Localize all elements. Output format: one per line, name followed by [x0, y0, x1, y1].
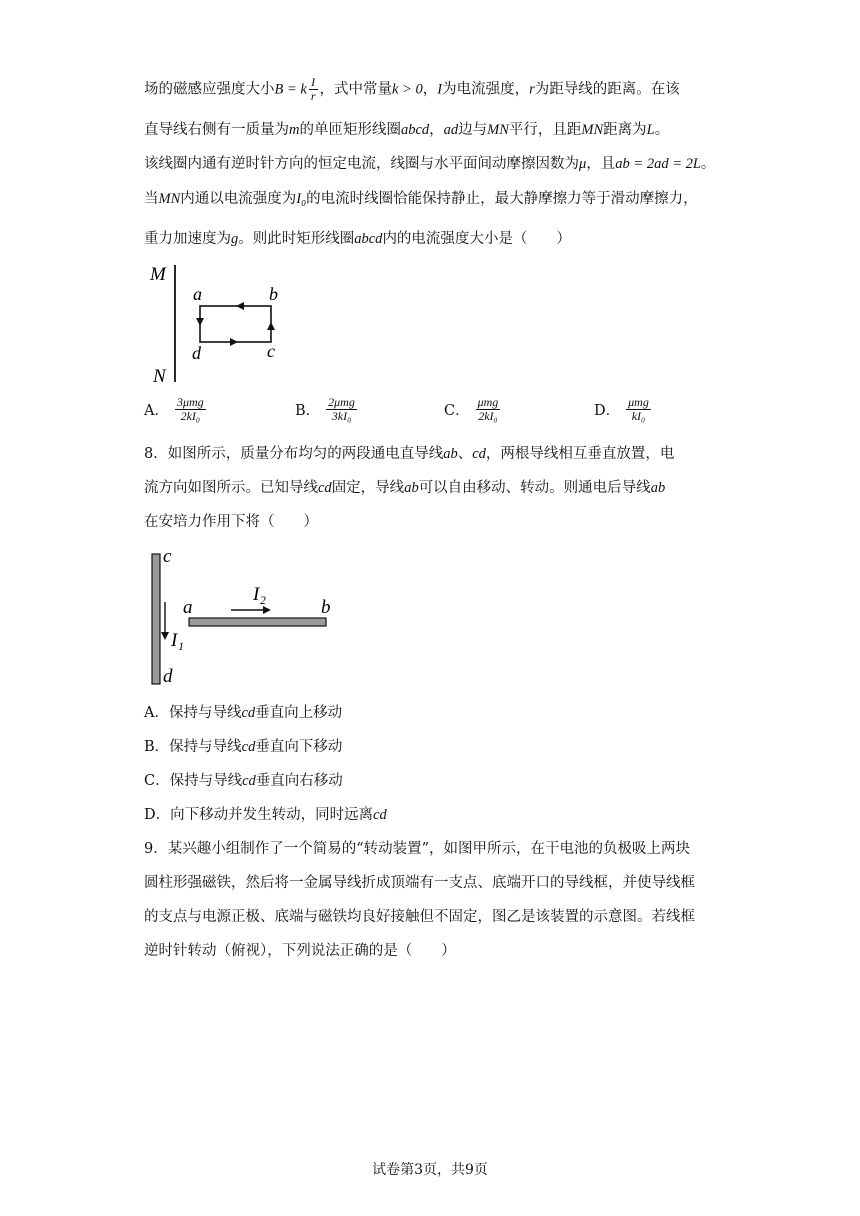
q7-line-5: 重力加速度为g。则此时矩形线圈abcd内的电流强度大小是（ ）	[144, 231, 571, 247]
q7-line-2: 直导线右侧有一质量为m的单匝矩形线圈abcd，ad边与MN平行，且距MN距离为L。	[144, 122, 670, 138]
wire-cd	[152, 554, 160, 684]
arrow-right-icon	[263, 606, 271, 614]
q8-line-3: 在安培力作用下将（ ）	[144, 514, 318, 530]
q9-line-4: 逆时针转动（俯视），下列说法正确的是（ ）	[144, 943, 456, 959]
q7-option-c[interactable]: C． $\frac{\text{μmg}}{\text{2kI₀}}$	[444, 395, 499, 423]
label-i2: I₂	[253, 584, 266, 605]
label-d: d	[163, 666, 173, 687]
q8-line-2: 流方向如图所示。已知导线cd固定，导线ab可以自由移动、转动。则通电后导线ab	[144, 480, 666, 496]
arrow-left-icon	[236, 302, 244, 310]
label-a: a	[183, 597, 193, 618]
arrow-down-icon	[161, 632, 169, 640]
label-c: c	[267, 341, 275, 361]
label-b: b	[269, 284, 278, 304]
page-footer: 试卷第3页，共9页	[372, 1162, 488, 1178]
wire-ab	[189, 618, 326, 626]
q8-option-b[interactable]: B．保持与导线cd垂直向下移动	[144, 739, 343, 755]
q9-line-3: 的支点与电源正极、底端与磁铁均良好接触但不固定，图乙是该装置的示意图。若线框	[144, 909, 695, 925]
label-d: d	[192, 343, 201, 363]
label-a: a	[193, 284, 202, 304]
arrow-up-icon	[267, 322, 275, 330]
q7-option-a[interactable]: A． $\frac{\text{3μmg}}{\text{2kI₀}}$	[144, 395, 204, 423]
q8-option-a[interactable]: A．保持与导线cd垂直向上移动	[144, 705, 343, 721]
label-m: M	[150, 264, 166, 285]
q7-line-3: 该线圈内通有逆时针方向的恒定电流，线圈与水平面间动摩擦因数为μ，且ab = 2ad = 2L。	[144, 156, 716, 172]
q7-wire-loop-figure	[145, 260, 295, 390]
q8-option-c[interactable]: C．保持与导线cd垂直向右移动	[144, 773, 343, 789]
q7-line-1: 场的磁感应强度大小B = k $\frac{I}{r}$ ，式中常量k > 0，I为电流强度，r为距导线的距离。在该	[144, 75, 680, 103]
q7-option-b[interactable]: B． $\frac{\text{2μmg}}{\text{3kI₀}}$	[295, 395, 355, 423]
arrow-down-icon	[196, 318, 204, 326]
label-n: N	[153, 366, 166, 387]
q9-line-2: 圆柱形强磁铁，然后将一金属导线折成顶端有一支点、底端开口的导线框，并使导线框	[144, 875, 695, 891]
q8-option-d[interactable]: D．向下移动并发生转动，同时远离cd	[144, 807, 387, 823]
q7-option-d[interactable]: D． $\frac{\text{μmg}}{\text{kI₀}}$	[594, 395, 649, 423]
b-formula-fraction: $\frac{I}{r}$	[310, 75, 316, 103]
rectangular-loop	[200, 306, 271, 342]
q7-line-4: 当MN内通以电流强度为I₀的电流时线圈恰能保持静止，最大静摩擦力等于滑动摩擦力，	[144, 191, 698, 207]
q8-two-wires-figure	[145, 546, 345, 690]
label-b: b	[321, 597, 331, 618]
q9-line-1: 9．某兴趣小组制作了一个简易的“转动装置”，如图甲所示，在干电池的负极吸上两块	[144, 841, 691, 857]
label-i1: I₁	[171, 630, 184, 651]
q8-line-1: 8．如图所示，质量分布均匀的两段通电直导线ab、cd，两根导线相互垂直放置，电	[144, 446, 675, 462]
arrow-right-icon	[230, 338, 238, 346]
label-c: c	[163, 546, 172, 567]
